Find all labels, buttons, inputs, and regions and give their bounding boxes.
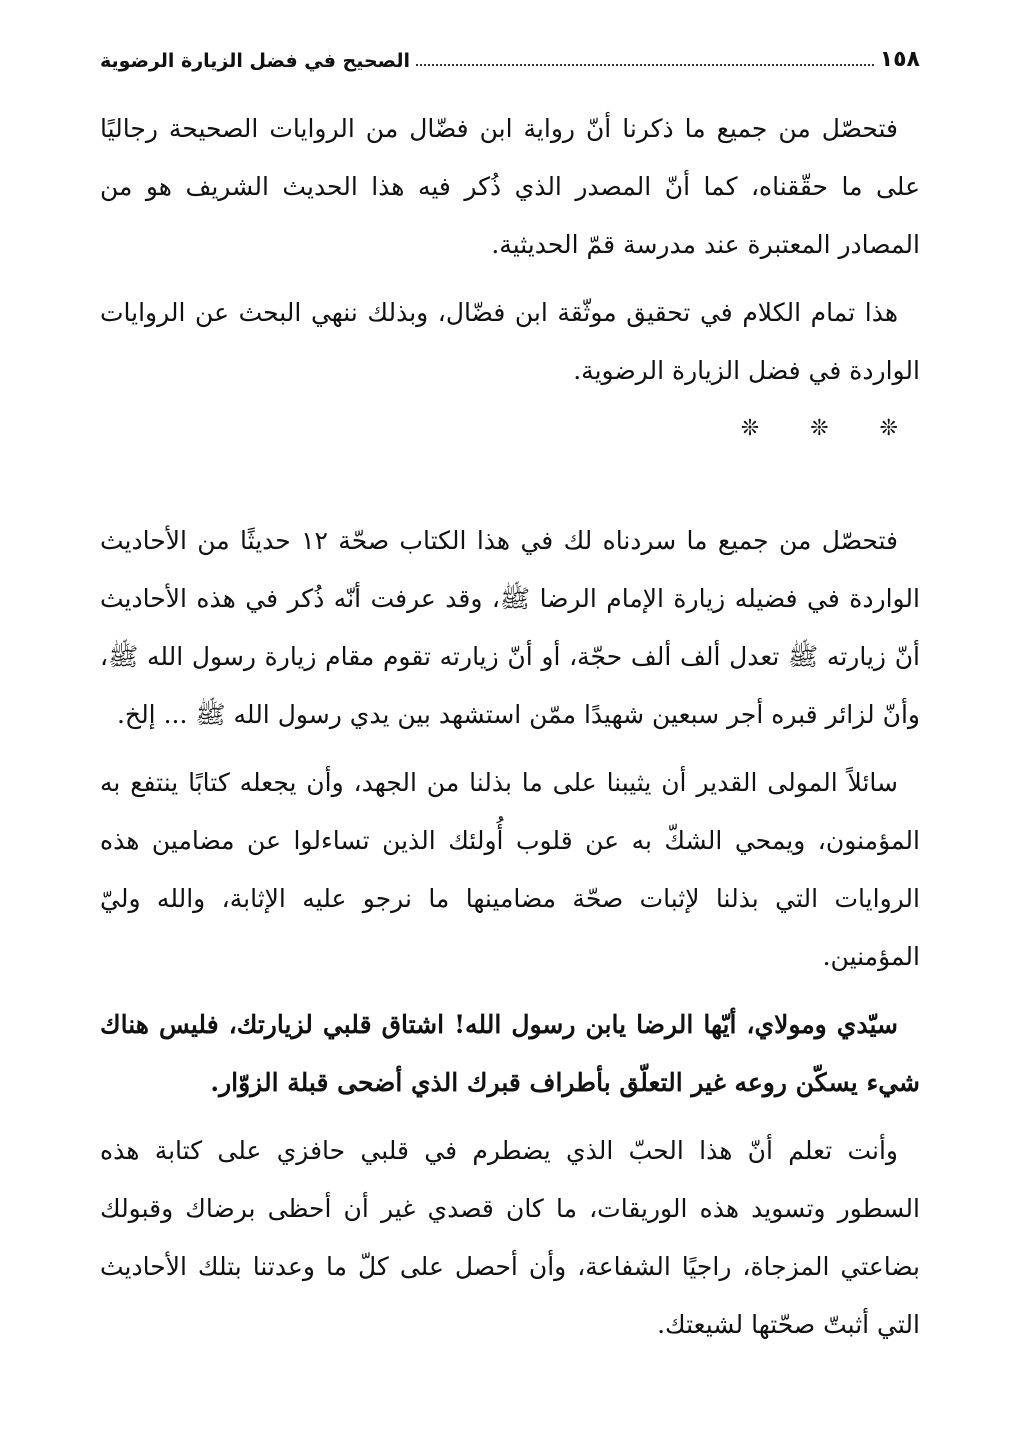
page-number: ١٥٨ [879, 47, 920, 72]
paragraph-6: وأنت تعلم أنّ هذا الحبّ الذي يضطرم في قلبي حافزي على كتابة هذه السطور وتسويد هذه الوريقات، ما كان قصدي غير أن أحظى برضاك وقبولك بضاعتي المزجاة، راجيًا الشفاعة، وأن أحصل على كلّ ما وعدتنا بتلك الأحاديث التي أثبتّ صحّتها لشيعتك. [100, 1136, 920, 1339]
header-dotted-leader [416, 64, 874, 66]
paragraph-4: سائلاً المولى القدير أن يثيبنا على ما بذلنا من الجهد، وأن يجعله كتابًا ينتفع به المؤمنون، ويمحي الشكّ به عن قلوب أُولئك الذين تساءلوا عن مضامين هذه الروايات التي بذلنا لإثبات صحّة مضامينها ما نرجو عليه الإثابة، والله وليّ المؤمنين. [100, 768, 920, 971]
section-separator: ❊ ❊ ❊ [740, 416, 920, 441]
section-spacer [100, 458, 920, 512]
body-text [100, 100, 920, 1354]
paragraph-2: هذا تمام الكلام في تحقيق موثّقة ابن فضّال، وبذلك ننهي البحث عن الروايات الواردة في فضل الزيارة الرضوية. [100, 298, 920, 385]
running-header [100, 36, 920, 72]
paragraph-3: فتحصّل من جميع ما سردناه لك في هذا الكتاب صحّة ١٢ حديثًا من الأحاديث الواردة في فضيله زيارة الإمام الرضا ﷺ، وقد عرفت أنّه ذُكر في هذه الأحاديث أنّ زيارته ﷺ تعدل ألف ألف حجّة، أو أنّ زيارته تقوم مقام زيارة رسول الله ﷺ، وأنّ لزائر قبره أجر سبعين شهيدًا ممّن استشهد بين يدي رسول الله ﷺ ... إلخ. [100, 526, 920, 729]
paragraph-5: سيّدي ومولاي، أيّها الرضا يابن رسول الله! اشتاق قلبي لزيارتك، فليس هناك شيء يسكّن روعه غير التعلّق بأطراف قبرك الذي أضحى قبلة الزوّار. [100, 1010, 920, 1097]
header-title: الصحيح في فضل الزيارة الرضوية [100, 50, 411, 72]
paragraph-1: فتحصّل من جميع ما ذكرنا أنّ رواية ابن فضّال من الروايات الصحيحة رجاليًا على ما حقّقناه، كما أنّ المصدر الذي ذُكر فيه هذا الحديث الشريف هو من المصادر المعتبرة عند مدرسة قمّ الحديثية. [100, 114, 920, 259]
